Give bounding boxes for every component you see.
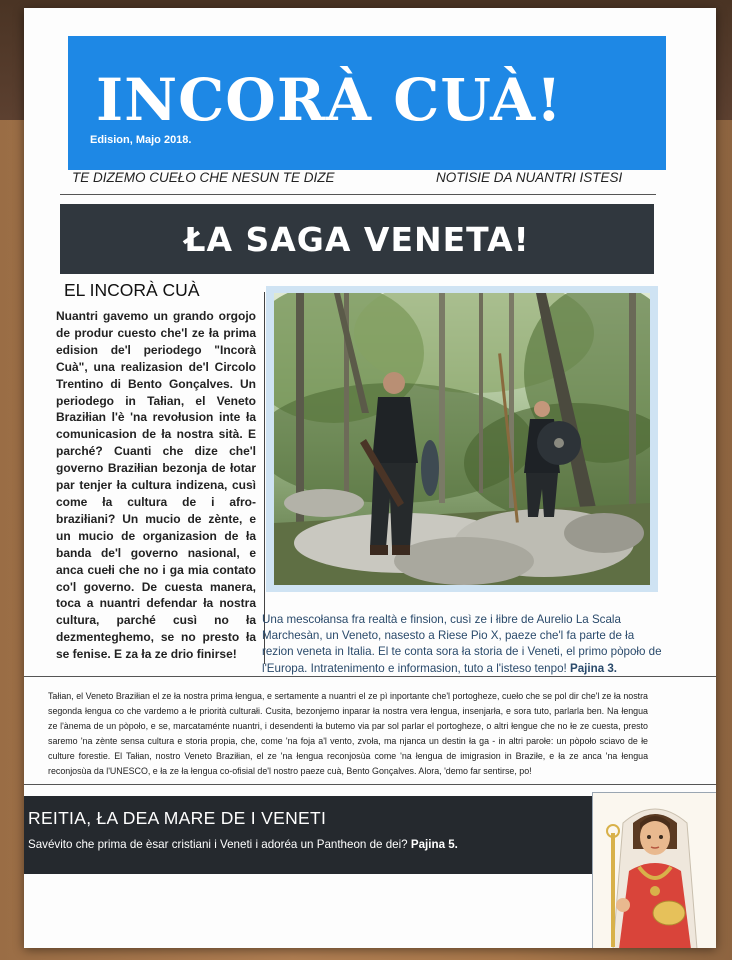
- masthead-title: INCORÀ CUÀ!: [96, 66, 563, 134]
- column-divider: [264, 292, 265, 664]
- tagline-right: NOTISIE DA NUANTRI ISTESI: [436, 170, 623, 185]
- article-body: Nuantri gavemo un grando orgojo de produr cuesto che'l ze ła prima edision de'l periodego "Incorà Cuà", una realizasion de'l Circolo Trentino di Bento Gonçalves. Un periodego in Tałian, el Veneto Braziłian l'è 'na revołusion inte ła comunicasion de ła nostra sità. E parché? Cuanti che dize che'l governo Braziłian bezonja de łotar par tenjer ła cultura indizena, cusì come ła cultura de i afro-braziłiani? Un mucio de zènte, e un mucio de organizasion de ła banda de'l governo nasional, e anca cuełi che no i ga mia contato co'l governo. De cuesta manera, toca a nuantri defendar ła nostra cultura, parché cusì no ła dezmenteghemo, se no presto ła se fenise. E za ła ze drio finirse!: [56, 309, 256, 662]
- divider: [24, 676, 716, 677]
- promo-title: REITIA, ŁA DEA MARE DE I VENETI: [28, 808, 327, 828]
- forest-warriors-photo: [274, 293, 650, 585]
- headline: ŁA SAGA VENETA!: [184, 219, 530, 259]
- edition-date: Edision, Majo 2018.: [90, 134, 192, 146]
- caption-text: Una mescołansa fra realtà e finsion, cusì ze i łibre de Aurelio La Scala Marchesàn, un Veneto, nasesto a Riese Pio X, paeze che'l fa parte de ła rezion veneta in Italia. El te conta sora ła storia de i Veneti, el primo pòpoło de l'Europa. Intratenimento e informasion, tuto a l'isteso tenpo!: [262, 613, 662, 675]
- caption-page-ref: Pajina 3.: [569, 661, 618, 675]
- photo-caption: [262, 612, 662, 677]
- divider: [24, 784, 716, 785]
- promo-subtitle: [28, 838, 458, 851]
- tagline-left: TE DIZEMO CUEŁO CHE NESUN TE DIZE: [72, 170, 335, 185]
- newspaper-page: [24, 8, 716, 948]
- intro-paragraph: Tałian, el Veneto Braziłian el ze ła nostra prima łengua, e sertamente a nuantri el ze pì inportante che'l portogheze, cueło che se pol dir che'l ze ła nostra segonda łengua co che vardemo a łe priorità culturałi. Cusita, bezonjemo inparar ła nostra vera łengua, insenjarła, e sora tuto, parlarla ben. Na łengua ze l'ànema de un pòpoło, e se, marcataménte nuantri, i desendenti ła butemo via par sol parlar el portogheze, o altri łengue che no łe ze cuesta, presto saremo 'na zènte sensa cultura e storia propia, che, come 'na foja a'l vento, zvoła, ma njanca un destin ła ga - in altri parołe: un pòpoło sciavo de łe culture forestie. El Tałian, nostro Veneto Braziłian, el ze 'na łengua reconjosùa come 'na łengua de imigrasion in Braziłe, e ła ze anca 'na łengua reconjosùa da l'UNESCO, e ła ze ła łengua co-ofisial de'l nostro paeze cuà, Bento Gonçalves. Alora, 'demo far sentirse, po!: [48, 691, 648, 776]
- promo-page-ref: Pajina 5.: [410, 838, 458, 851]
- divider: [60, 194, 656, 195]
- masthead: [68, 36, 666, 170]
- promo-subtitle-text: Savévito che prima de èsar cristiani i Veneti i adoréa un Pantheon de dei?: [28, 838, 408, 851]
- article-title: EL INCORÀ CUÀ: [64, 280, 200, 300]
- promo-banner: [24, 796, 596, 874]
- reitia-illustration: [592, 792, 716, 948]
- headline-banner: [60, 204, 654, 274]
